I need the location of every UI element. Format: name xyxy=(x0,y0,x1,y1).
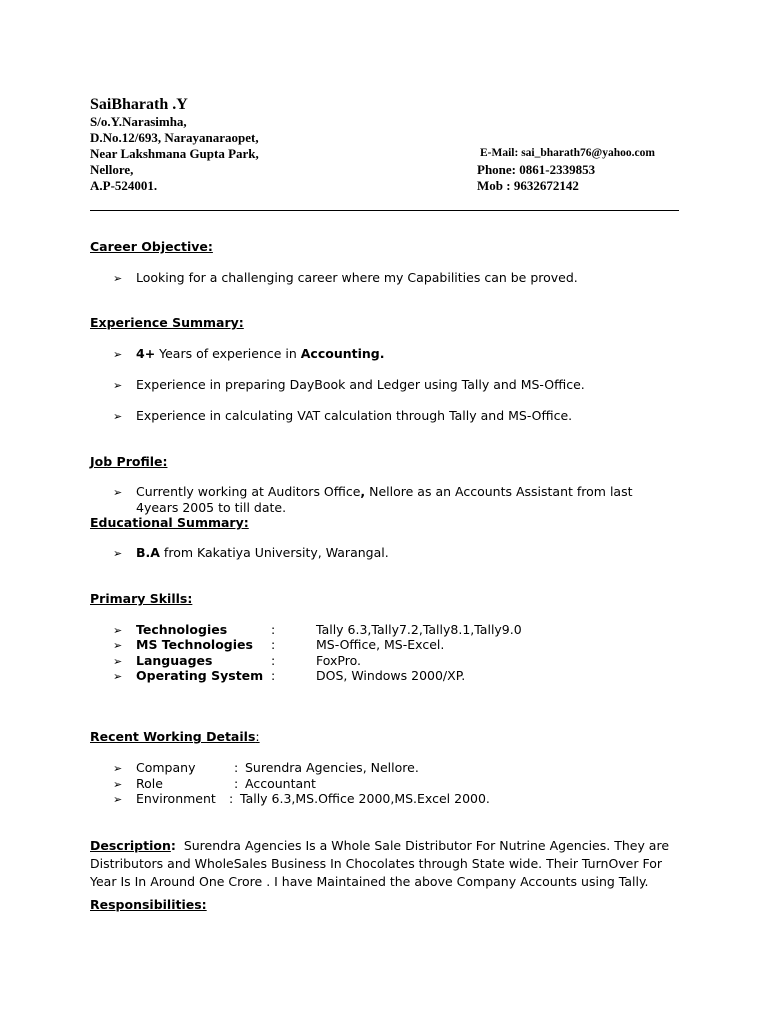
job-profile-text-a: Currently working at Auditors Office xyxy=(136,484,361,499)
skill-label: Technologies xyxy=(136,622,228,637)
skill-value: Tally 6.3,Tally7.2,Tally8.1,Tally9.0 xyxy=(316,622,522,637)
recent-value: Tally 6.3,MS.Office 2000,MS.Excel 2000. xyxy=(240,791,490,806)
recent-value: Accountant xyxy=(245,776,316,791)
skill-value: MS-Office, MS-Excel. xyxy=(316,637,445,652)
description-colon: : xyxy=(170,838,176,853)
address-line-2: D.No.12/693, Narayanaraopet, xyxy=(90,130,259,145)
skill-separator: : xyxy=(271,637,276,652)
skill-value: FoxPro. xyxy=(316,653,361,668)
education-item xyxy=(136,545,389,560)
experience-field: Accounting. xyxy=(300,346,385,361)
bullet-icon: ➢ xyxy=(113,348,123,361)
bullet-icon: ➢ xyxy=(113,793,123,806)
job-profile-text-b: Nellore as an Accounts Assistant from last xyxy=(365,484,633,499)
bullet-icon: ➢ xyxy=(113,410,123,423)
recent-value: Surendra Agencies, Nellore. xyxy=(245,760,419,775)
bullet-icon: ➢ xyxy=(113,670,123,683)
address-line-1: S/o.Y.Narasimha, xyxy=(90,114,187,129)
skill-separator: : xyxy=(271,653,276,668)
job-profile-line-2: 4years 2005 to till date. xyxy=(136,500,287,515)
experience-years: 4+ xyxy=(136,346,156,361)
experience-item-1 xyxy=(136,346,384,361)
career-objective-item: Looking for a challenging career where my Capabilities can be proved. xyxy=(136,270,578,285)
experience-item-3: Experience in calculating VAT calculation through Tally and MS-Office. xyxy=(136,408,573,423)
job-profile-heading: Job Profile: xyxy=(90,454,168,469)
bullet-icon: ➢ xyxy=(113,486,123,499)
bullet-icon: ➢ xyxy=(113,547,123,560)
skill-label: Operating System xyxy=(136,668,264,683)
experience-item-2: Experience in preparing DayBook and Ledger using Tally and MS-Office. xyxy=(136,377,585,392)
mobile-line: Mob : 9632672142 xyxy=(477,178,579,193)
description-text-1: Surendra Agencies Is a Whole Sale Distributor For Nutrine Agencies. They are xyxy=(183,838,670,853)
bullet-icon: ➢ xyxy=(113,379,123,392)
address-line-3: Near Lakshmana Gupta Park, xyxy=(90,146,259,161)
description-line-1 xyxy=(90,838,669,853)
recent-separator: : xyxy=(229,791,234,806)
header-divider xyxy=(90,210,679,211)
skill-value: DOS, Windows 2000/XP. xyxy=(316,668,466,683)
address-line-5: A.P-524001. xyxy=(90,178,158,193)
phone-line: Phone: 0861-2339853 xyxy=(477,162,596,177)
description-line-3: Year Is In Around One Crore . I have Maintained the above Company Accounts using Tally. xyxy=(90,874,649,889)
skill-separator: : xyxy=(271,622,276,637)
recent-working-heading-text: Recent Working Details xyxy=(90,729,256,744)
experience-item-1-text: Years of experience in xyxy=(155,346,301,361)
bullet-icon: ➢ xyxy=(113,762,123,775)
bullet-icon: ➢ xyxy=(113,778,123,791)
bullet-icon: ➢ xyxy=(113,272,123,285)
responsibilities-heading: Responsibilities: xyxy=(90,897,207,912)
recent-label: Company xyxy=(136,760,196,775)
recent-label: Environment xyxy=(136,791,216,806)
educational-summary-heading: Educational Summary: xyxy=(90,515,249,530)
email-line: E-Mail: sai_bharath76@yahoo.com xyxy=(480,147,655,159)
description-label: Description xyxy=(90,838,171,853)
address-line-4: Nellore, xyxy=(90,162,134,177)
experience-summary-heading: Experience Summary: xyxy=(90,315,244,330)
bullet-icon: ➢ xyxy=(113,655,123,668)
description-line-2: Distributors and WholeSales Business In Chocolates through State wide. Their TurnOver For xyxy=(90,856,663,871)
skill-label: MS Technologies xyxy=(136,637,253,652)
recent-working-heading xyxy=(90,729,286,744)
education-degree: B.A xyxy=(136,545,160,560)
bullet-icon: ➢ xyxy=(113,639,123,652)
primary-skills-heading: Primary Skills: xyxy=(90,591,193,606)
recent-separator: : xyxy=(234,776,239,791)
job-profile-line-1 xyxy=(136,484,633,499)
skill-separator: : xyxy=(271,668,276,683)
career-objective-heading: Career Objective: xyxy=(90,239,213,254)
candidate-name: SaiBharath .Y xyxy=(90,96,188,113)
recent-working-heading-colon: : xyxy=(255,729,260,744)
education-institution: from Kakatiya University, Warangal. xyxy=(159,545,389,560)
bullet-icon: ➢ xyxy=(113,624,123,637)
recent-label: Role xyxy=(136,776,163,791)
recent-separator: : xyxy=(234,760,239,775)
job-profile-comma: , xyxy=(360,484,366,499)
skill-label: Languages xyxy=(136,653,213,668)
